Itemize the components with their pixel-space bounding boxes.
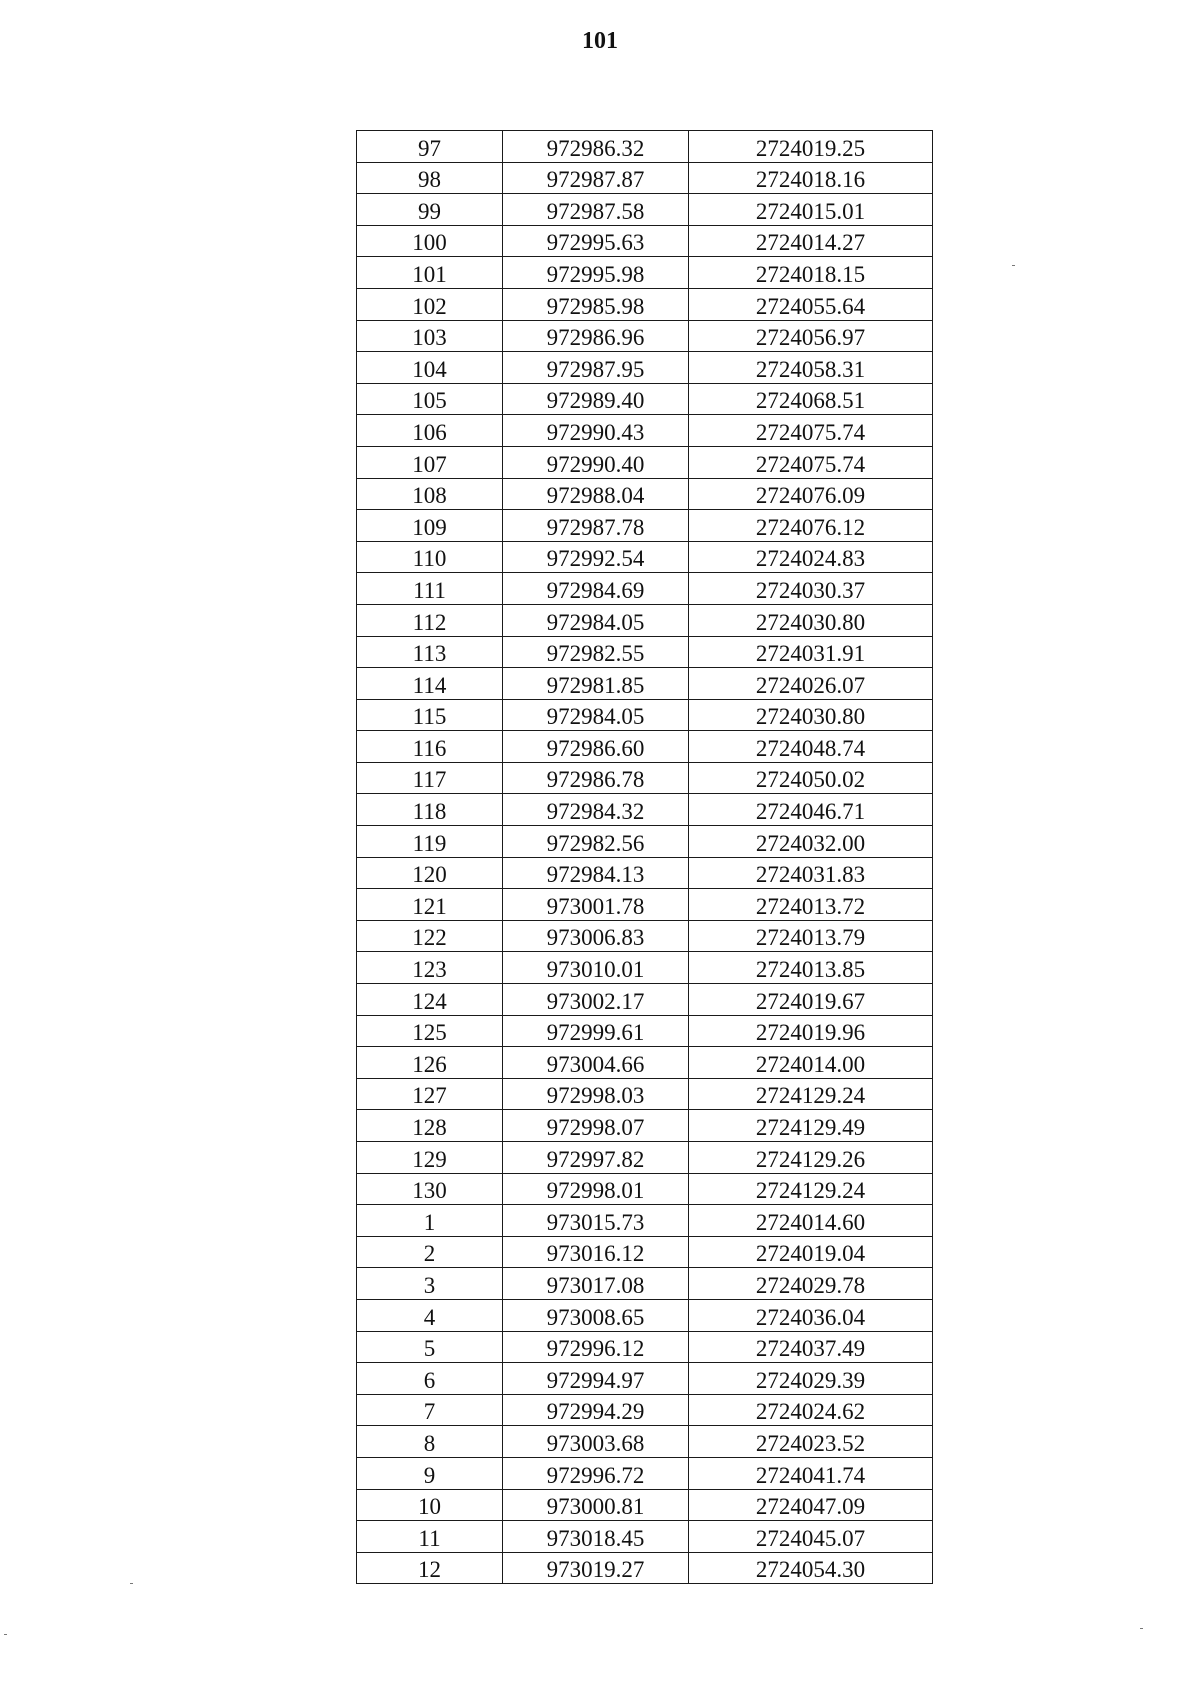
table-row — [357, 1552, 933, 1584]
x-coordinate-cell: 972988.04 — [503, 478, 689, 510]
table-row — [357, 826, 933, 858]
x-coordinate-cell: 973010.01 — [503, 952, 689, 984]
y-coordinate-cell: 2724018.16 — [689, 162, 933, 194]
point-number-cell: 6 — [357, 1363, 503, 1395]
y-coordinate-cell: 2724014.27 — [689, 225, 933, 257]
point-number-cell: 11 — [357, 1521, 503, 1553]
x-coordinate-cell: 972998.07 — [503, 1110, 689, 1142]
table-row — [357, 320, 933, 352]
x-coordinate-cell: 973000.81 — [503, 1489, 689, 1521]
point-number-cell: 117 — [357, 762, 503, 794]
x-coordinate-cell: 972994.97 — [503, 1363, 689, 1395]
table-row — [357, 1078, 933, 1110]
x-coordinate-cell: 972982.56 — [503, 826, 689, 858]
point-number-cell: 3 — [357, 1268, 503, 1300]
x-coordinate-cell: 972984.05 — [503, 604, 689, 636]
point-number-cell: 122 — [357, 920, 503, 952]
y-coordinate-cell: 2724031.91 — [689, 636, 933, 668]
scan-speck — [1012, 265, 1015, 266]
x-coordinate-cell: 972999.61 — [503, 1015, 689, 1047]
table-row — [357, 415, 933, 447]
point-number-cell: 127 — [357, 1078, 503, 1110]
y-coordinate-cell: 2724030.37 — [689, 573, 933, 605]
table-row — [357, 636, 933, 668]
y-coordinate-cell: 2724068.51 — [689, 383, 933, 415]
point-number-cell: 120 — [357, 857, 503, 889]
x-coordinate-cell: 972984.05 — [503, 699, 689, 731]
y-coordinate-cell: 2724050.02 — [689, 762, 933, 794]
y-coordinate-cell: 2724014.60 — [689, 1205, 933, 1237]
table-row — [357, 920, 933, 952]
x-coordinate-cell: 972998.01 — [503, 1173, 689, 1205]
y-coordinate-cell: 2724013.72 — [689, 889, 933, 921]
x-coordinate-cell: 973001.78 — [503, 889, 689, 921]
y-coordinate-cell: 2724019.96 — [689, 1015, 933, 1047]
table-row — [357, 131, 933, 163]
x-coordinate-cell: 972985.98 — [503, 288, 689, 320]
y-coordinate-cell: 2724054.30 — [689, 1552, 933, 1584]
table-row — [357, 1015, 933, 1047]
x-coordinate-cell: 972984.69 — [503, 573, 689, 605]
y-coordinate-cell: 2724024.83 — [689, 541, 933, 573]
x-coordinate-cell: 972989.40 — [503, 383, 689, 415]
x-coordinate-cell: 972996.72 — [503, 1457, 689, 1489]
point-number-cell: 126 — [357, 1047, 503, 1079]
x-coordinate-cell: 973019.27 — [503, 1552, 689, 1584]
point-number-cell: 99 — [357, 194, 503, 226]
point-number-cell: 7 — [357, 1394, 503, 1426]
table-row — [357, 731, 933, 763]
point-number-cell: 100 — [357, 225, 503, 257]
x-coordinate-cell: 972986.32 — [503, 131, 689, 163]
table-row — [357, 1426, 933, 1458]
point-number-cell: 118 — [357, 794, 503, 826]
y-coordinate-cell: 2724019.67 — [689, 984, 933, 1016]
table-row — [357, 762, 933, 794]
x-coordinate-cell: 972984.32 — [503, 794, 689, 826]
point-number-cell: 124 — [357, 984, 503, 1016]
y-coordinate-cell: 2724013.79 — [689, 920, 933, 952]
table-row — [357, 604, 933, 636]
x-coordinate-cell: 973018.45 — [503, 1521, 689, 1553]
y-coordinate-cell: 2724129.26 — [689, 1142, 933, 1174]
table-row — [357, 1299, 933, 1331]
point-number-cell: 102 — [357, 288, 503, 320]
point-number-cell: 104 — [357, 352, 503, 384]
point-number-cell: 10 — [357, 1489, 503, 1521]
x-coordinate-cell: 972987.78 — [503, 510, 689, 542]
point-number-cell: 107 — [357, 446, 503, 478]
x-coordinate-cell: 972987.95 — [503, 352, 689, 384]
point-number-cell: 108 — [357, 478, 503, 510]
y-coordinate-cell: 2724018.15 — [689, 257, 933, 289]
y-coordinate-cell: 2724055.64 — [689, 288, 933, 320]
table-row — [357, 1205, 933, 1237]
x-coordinate-cell: 973003.68 — [503, 1426, 689, 1458]
table-row — [357, 857, 933, 889]
point-number-cell: 116 — [357, 731, 503, 763]
x-coordinate-cell: 972997.82 — [503, 1142, 689, 1174]
x-coordinate-cell: 973016.12 — [503, 1236, 689, 1268]
table-row — [357, 1268, 933, 1300]
table-row — [357, 1521, 933, 1553]
x-coordinate-cell: 972987.58 — [503, 194, 689, 226]
y-coordinate-cell: 2724030.80 — [689, 604, 933, 636]
x-coordinate-cell: 972987.87 — [503, 162, 689, 194]
point-number-cell: 105 — [357, 383, 503, 415]
point-number-cell: 12 — [357, 1552, 503, 1584]
x-coordinate-cell: 973017.08 — [503, 1268, 689, 1300]
y-coordinate-cell: 2724032.00 — [689, 826, 933, 858]
y-coordinate-cell: 2724031.83 — [689, 857, 933, 889]
page-number: 101 — [582, 28, 618, 54]
point-number-cell: 9 — [357, 1457, 503, 1489]
y-coordinate-cell: 2724076.12 — [689, 510, 933, 542]
x-coordinate-cell: 973006.83 — [503, 920, 689, 952]
x-coordinate-cell: 972982.55 — [503, 636, 689, 668]
point-number-cell: 101 — [357, 257, 503, 289]
y-coordinate-cell: 2724129.24 — [689, 1173, 933, 1205]
x-coordinate-cell: 973004.66 — [503, 1047, 689, 1079]
point-number-cell: 98 — [357, 162, 503, 194]
table-row — [357, 225, 933, 257]
y-coordinate-cell: 2724047.09 — [689, 1489, 933, 1521]
point-number-cell: 2 — [357, 1236, 503, 1268]
x-coordinate-cell: 972986.96 — [503, 320, 689, 352]
table-row — [357, 383, 933, 415]
table-row — [357, 1489, 933, 1521]
y-coordinate-cell: 2724056.97 — [689, 320, 933, 352]
point-number-cell: 123 — [357, 952, 503, 984]
point-number-cell: 110 — [357, 541, 503, 573]
table-row — [357, 478, 933, 510]
table-row — [357, 1331, 933, 1363]
table-row — [357, 1142, 933, 1174]
table-row — [357, 952, 933, 984]
y-coordinate-cell: 2724075.74 — [689, 446, 933, 478]
x-coordinate-cell: 973008.65 — [503, 1299, 689, 1331]
x-coordinate-cell: 972990.43 — [503, 415, 689, 447]
x-coordinate-cell: 972995.63 — [503, 225, 689, 257]
y-coordinate-cell: 2724129.24 — [689, 1078, 933, 1110]
y-coordinate-cell: 2724129.49 — [689, 1110, 933, 1142]
point-number-cell: 103 — [357, 320, 503, 352]
point-number-cell: 115 — [357, 699, 503, 731]
table-row — [357, 257, 933, 289]
scan-speck — [130, 1583, 133, 1584]
scan-speck — [1140, 1628, 1143, 1629]
point-number-cell: 4 — [357, 1299, 503, 1331]
table-row — [357, 288, 933, 320]
point-number-cell: 129 — [357, 1142, 503, 1174]
y-coordinate-cell: 2724037.49 — [689, 1331, 933, 1363]
y-coordinate-cell: 2724015.01 — [689, 194, 933, 226]
x-coordinate-cell: 972990.40 — [503, 446, 689, 478]
table-row — [357, 1363, 933, 1395]
table-row — [357, 446, 933, 478]
point-number-cell: 111 — [357, 573, 503, 605]
scan-speck — [4, 1634, 7, 1635]
y-coordinate-cell: 2724014.00 — [689, 1047, 933, 1079]
x-coordinate-cell: 972984.13 — [503, 857, 689, 889]
x-coordinate-cell: 972992.54 — [503, 541, 689, 573]
point-number-cell: 109 — [357, 510, 503, 542]
point-number-cell: 8 — [357, 1426, 503, 1458]
y-coordinate-cell: 2724036.04 — [689, 1299, 933, 1331]
point-number-cell: 97 — [357, 131, 503, 163]
point-number-cell: 112 — [357, 604, 503, 636]
table-row — [357, 510, 933, 542]
table-row — [357, 668, 933, 700]
y-coordinate-cell: 2724058.31 — [689, 352, 933, 384]
y-coordinate-cell: 2724023.52 — [689, 1426, 933, 1458]
y-coordinate-cell: 2724048.74 — [689, 731, 933, 763]
x-coordinate-cell: 972986.78 — [503, 762, 689, 794]
x-coordinate-cell: 973015.73 — [503, 1205, 689, 1237]
y-coordinate-cell: 2724076.09 — [689, 478, 933, 510]
y-coordinate-cell: 2724019.04 — [689, 1236, 933, 1268]
y-coordinate-cell: 2724029.39 — [689, 1363, 933, 1395]
y-coordinate-cell: 2724030.80 — [689, 699, 933, 731]
y-coordinate-cell: 2724041.74 — [689, 1457, 933, 1489]
y-coordinate-cell: 2724026.07 — [689, 668, 933, 700]
x-coordinate-cell: 972995.98 — [503, 257, 689, 289]
table-row — [357, 794, 933, 826]
table-row — [357, 573, 933, 605]
table-row — [357, 1394, 933, 1426]
x-coordinate-cell: 972994.29 — [503, 1394, 689, 1426]
x-coordinate-cell: 973002.17 — [503, 984, 689, 1016]
point-number-cell: 114 — [357, 668, 503, 700]
point-number-cell: 1 — [357, 1205, 503, 1237]
table-row — [357, 194, 933, 226]
table-row — [357, 1457, 933, 1489]
table-row — [357, 1173, 933, 1205]
table-row — [357, 699, 933, 731]
x-coordinate-cell: 972998.03 — [503, 1078, 689, 1110]
table-row — [357, 352, 933, 384]
x-coordinate-cell: 972981.85 — [503, 668, 689, 700]
y-coordinate-cell: 2724019.25 — [689, 131, 933, 163]
coordinates-table — [356, 130, 933, 1584]
point-number-cell: 106 — [357, 415, 503, 447]
table-row — [357, 1236, 933, 1268]
y-coordinate-cell: 2724029.78 — [689, 1268, 933, 1300]
y-coordinate-cell: 2724013.85 — [689, 952, 933, 984]
y-coordinate-cell: 2724045.07 — [689, 1521, 933, 1553]
point-number-cell: 130 — [357, 1173, 503, 1205]
table-row — [357, 889, 933, 921]
y-coordinate-cell: 2724024.62 — [689, 1394, 933, 1426]
table-row — [357, 984, 933, 1016]
point-number-cell: 113 — [357, 636, 503, 668]
y-coordinate-cell: 2724075.74 — [689, 415, 933, 447]
x-coordinate-cell: 972996.12 — [503, 1331, 689, 1363]
coordinates-table-body — [357, 131, 933, 1584]
point-number-cell: 119 — [357, 826, 503, 858]
point-number-cell: 128 — [357, 1110, 503, 1142]
point-number-cell: 121 — [357, 889, 503, 921]
table-row — [357, 162, 933, 194]
table-row — [357, 541, 933, 573]
x-coordinate-cell: 972986.60 — [503, 731, 689, 763]
point-number-cell: 5 — [357, 1331, 503, 1363]
table-row — [357, 1047, 933, 1079]
table-row — [357, 1110, 933, 1142]
point-number-cell: 125 — [357, 1015, 503, 1047]
y-coordinate-cell: 2724046.71 — [689, 794, 933, 826]
